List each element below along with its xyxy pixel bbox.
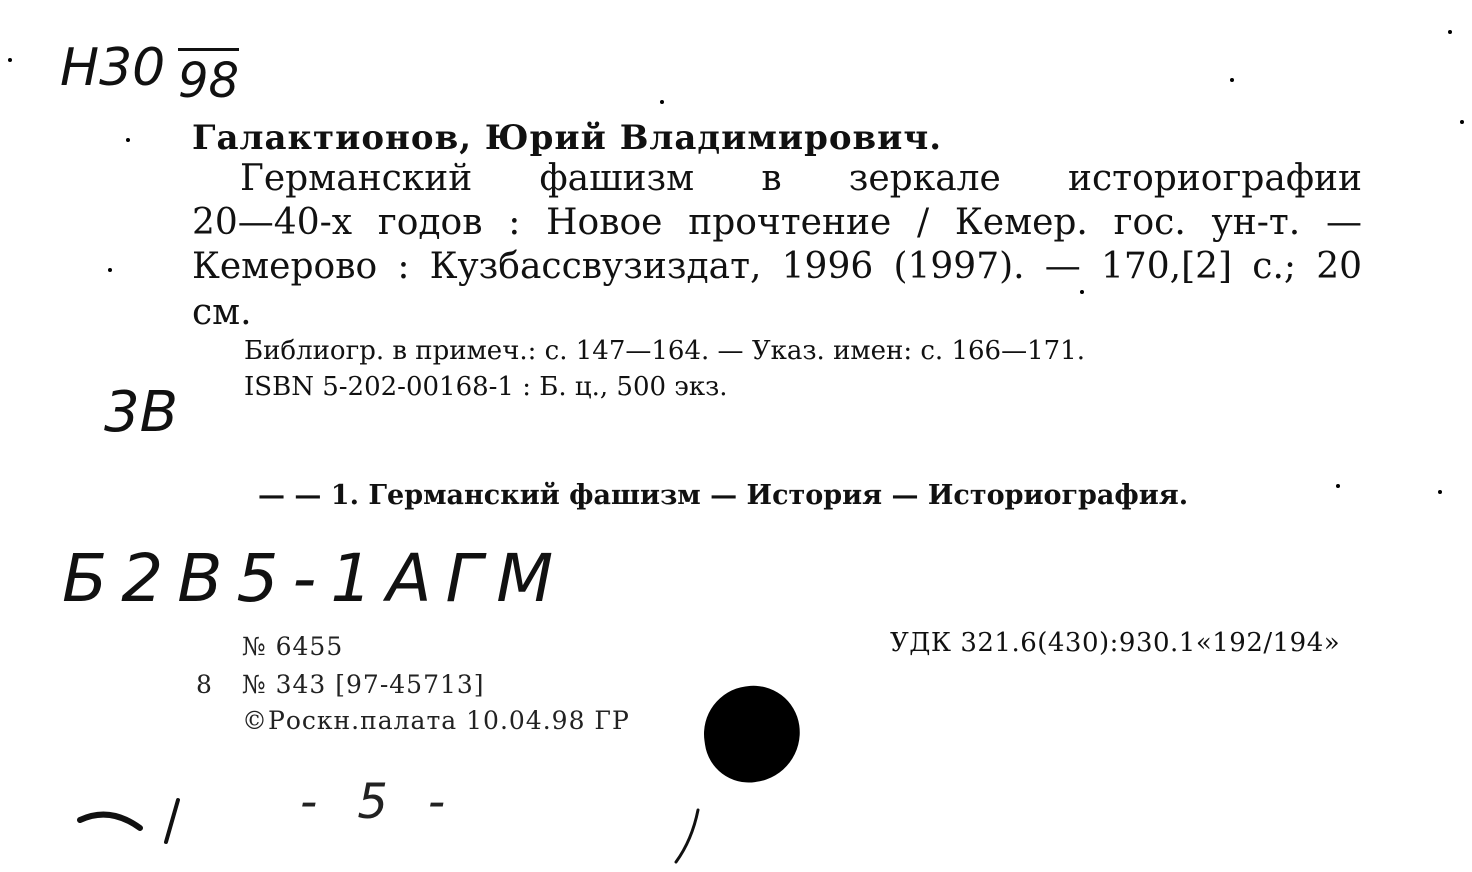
scrawl-stroke: [70, 770, 710, 870]
record-number: № 6455: [242, 632, 344, 661]
bibliography-note: Библиогр. в примеч.: с. 147—164. — Указ. имен: с. 166—171.: [244, 336, 1085, 366]
title-line-3: Кемерово : Кузбассвузиздат, 1996 (1997). — 170,[2] с.; 20: [192, 246, 1362, 287]
title-line-1: Германский фашизм в зеркале историографии: [240, 158, 1362, 199]
card-number: № 343 [97-45713]: [242, 670, 485, 699]
scan-speck: [8, 58, 12, 62]
title-line-2: 20—40-х годов : Новое прочтение / Кемер. гос. ун-т. —: [192, 202, 1362, 243]
title-line-4: см.: [192, 292, 252, 333]
bottom-scrawl: -5-: [300, 774, 486, 830]
ink-stain: [698, 680, 806, 788]
scan-speck: [108, 268, 112, 272]
scan-speck: [1448, 30, 1452, 34]
scan-speck: [1230, 78, 1234, 82]
udc-code: УДК 321.6(430):930.1«192/194»: [890, 628, 1341, 658]
scan-speck: [1336, 484, 1340, 488]
subject-heading: — — 1. Германский фашизм — История — Историография.: [258, 480, 1189, 511]
scan-speck: [1460, 120, 1464, 124]
scan-speck: [126, 138, 130, 142]
copy-count: 8: [196, 670, 213, 699]
shelf-mark: Н30: [60, 38, 166, 98]
scan-speck: [1438, 490, 1442, 494]
scan-speck: [660, 100, 664, 104]
margin-code: 3В: [104, 380, 179, 445]
isbn-line: ISBN 5-202-00168-1 : Б. ц., 500 экз.: [244, 372, 728, 402]
classification-handwritten: Б2В5-1АГМ: [62, 540, 568, 617]
scan-speck: [1080, 290, 1084, 294]
copyright-line: ©Роскн.палата 10.04.98 ГР: [242, 706, 630, 735]
shelf-mark-sub: 98: [178, 48, 239, 105]
author-heading: Галактионов, Юрий Владимирович.: [192, 118, 943, 158]
